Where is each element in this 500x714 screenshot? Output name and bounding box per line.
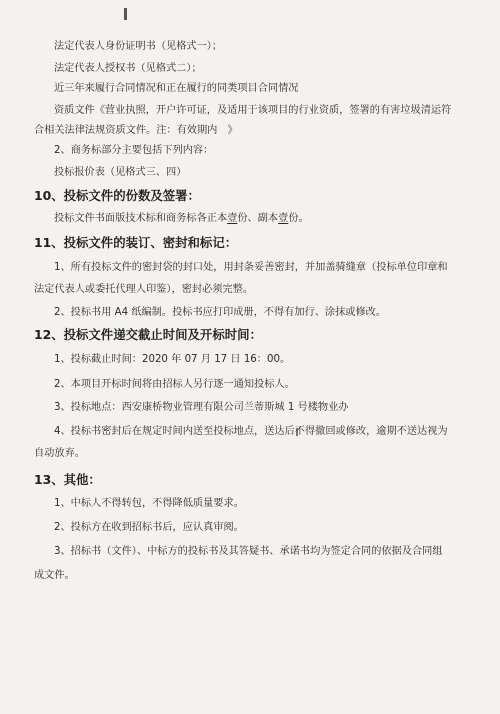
section-heading: 10、投标文件的份数及签署： <box>34 188 200 203</box>
text-line: 4、投标书密封后在规定时间内送至投标地点，送达后不得撤回或修改，逾期不送达视为 <box>54 426 448 437</box>
text-line: 合相关法律法规资质文件。注：有效期内 》 <box>34 125 238 136</box>
text-line: 2、商务标部分主要包括下列内容： <box>54 145 214 156</box>
text-line: 资质文件《营业执照，开户许可证，及适用于该项目的行业资质，签署的有害垃圾清运符 <box>54 105 452 116</box>
duplicate-count: 壹 <box>278 213 289 224</box>
copies-text-b: 份、副本 <box>237 213 279 224</box>
text-line: 1、投标截止时间：2020 年 07 月 17 日 16：00。 <box>54 354 291 365</box>
copies-text-a: 投标文件书面版技术标和商务标各正本 <box>54 213 228 224</box>
text-line: 1、中标人不得转包，不得降低质量要求。 <box>54 498 244 509</box>
text-line: 2、投标方在收到招标书后，应认真审阅。 <box>54 522 244 533</box>
text-line: 法定代表人授权书（见格式二）； <box>54 63 202 74</box>
copies-line <box>54 212 309 226</box>
text-line: 近三年来履行合同情况和正在履行的同类项目合同情况 <box>54 83 299 94</box>
text-line: 成文件。 <box>34 570 75 581</box>
text-line: 法定代表人身份证明书（见格式一）； <box>54 41 223 52</box>
text-line: 2、投标书用 A4 纸编制。投标书应打印成册，不得有加行、涂抹或修改。 <box>54 307 387 318</box>
copies-text-c: 份。 <box>288 213 309 224</box>
section-heading: 13、其他： <box>34 472 101 487</box>
top-scan-mark <box>124 8 127 20</box>
text-line: 自动放弃。 <box>34 448 85 459</box>
text-line: 3、招标书（文件）、中标方的投标书及其答疑书、承诺书均为签定合同的依据及合同组 <box>54 546 443 557</box>
text-line: 法定代表人或委托代理人印鉴），密封必须完整。 <box>34 284 254 295</box>
original-count: 壹 <box>227 213 238 224</box>
text-line: 2、本项目开标时间将由招标人另行逐一通知投标人。 <box>54 379 295 390</box>
text-line: 投标报价表（见格式三、四） <box>54 167 187 178</box>
section-heading: 11、投标文件的装订、密封和标记： <box>34 235 238 250</box>
text-line: 1、所有投标文件的密封袋的封口处，用封条妥善密封，并加盖骑缝章（投标单位印章和 <box>54 262 448 273</box>
text-line: 3、投标地点：西安康桥物业管理有限公司兰蒂斯城 1 号楼物业办 <box>54 402 349 413</box>
section-heading: 12、投标文件递交截止时间及开标时间： <box>34 327 262 342</box>
